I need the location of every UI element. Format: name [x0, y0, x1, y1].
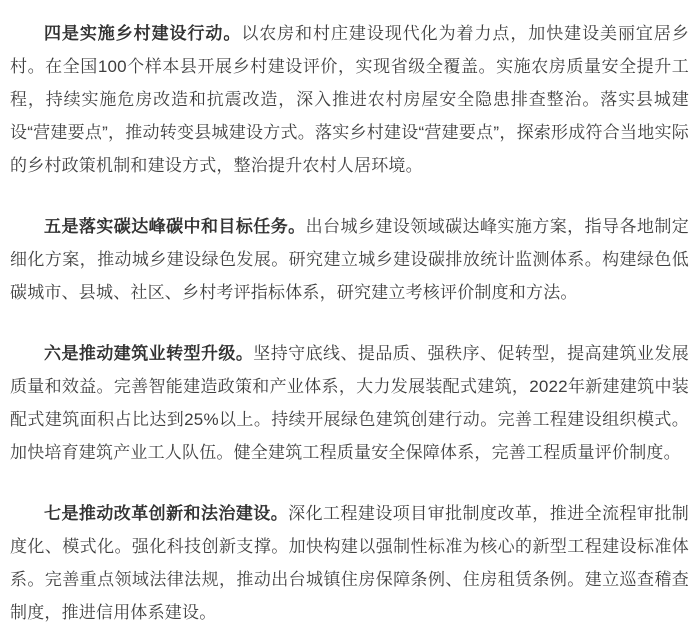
paragraph-6-heading: 六是推动建筑业转型升级。 [44, 344, 254, 363]
paragraph-7 [10, 497, 689, 629]
paragraph-7-text: 深化工程建设项目审批制度改革，推进全流程审批制度化、模式化。强化科技创新支撑。加快构建以强制性标准为核心的新型工程建设标准体系。完善重点领域法律法规，推动出台城镇住房保障条例、住房租赁条例。建立巡查稽查制度，推进信用体系建设。 [10, 504, 689, 622]
paragraph-4-heading: 四是实施乡村建设行动。 [44, 24, 242, 43]
paragraph-4 [10, 17, 689, 182]
paragraph-5-text: 出台城乡建设领域碳达峰实施方案，指导各地制定细化方案，推动城乡建设绿色发展。研究建立城乡建设碳排放统计监测体系。构建绿色低碳城市、县城、社区、乡村考评指标体系，研究建立考核评价制度和方法。 [10, 217, 690, 302]
paragraph-7-heading: 七是推动改革创新和法治建设。 [44, 504, 289, 523]
paragraph-5 [10, 210, 689, 309]
paragraph-6-text: 坚持守底线、提品质、强秩序、促转型，提高建筑业发展质量和效益。完善智能建造政策和产业体系，大力发展装配式建筑，2022年新建建筑中装配式建筑面积占比达到25%以上。持续开展绿色建筑创建行动。完善工程建设组织模式。加快培育建筑产业工人队伍。健全建筑工程质量安全保障体系，完善工程质量评价制度。 [10, 344, 689, 462]
paragraph-5-heading: 五是落实碳达峰碳中和目标任务。 [44, 217, 306, 236]
paragraph-6 [10, 337, 689, 469]
paragraph-4-text: 以农房和村庄建设现代化为着力点，加快建设美丽宜居乡村。在全国100个样本县开展乡村建设评价，实现省级全覆盖。实施农房质量安全提升工程，持续实施危房改造和抗震改造，深入推进农村房屋安全隐患排查整治。落实县城建设“营建要点”，推动转变县城建设方式。落实乡村建设“营建要点”，探索形成符合当地实际的乡村政策机制和建设方式，整治提升农村人居环境。 [10, 24, 690, 175]
